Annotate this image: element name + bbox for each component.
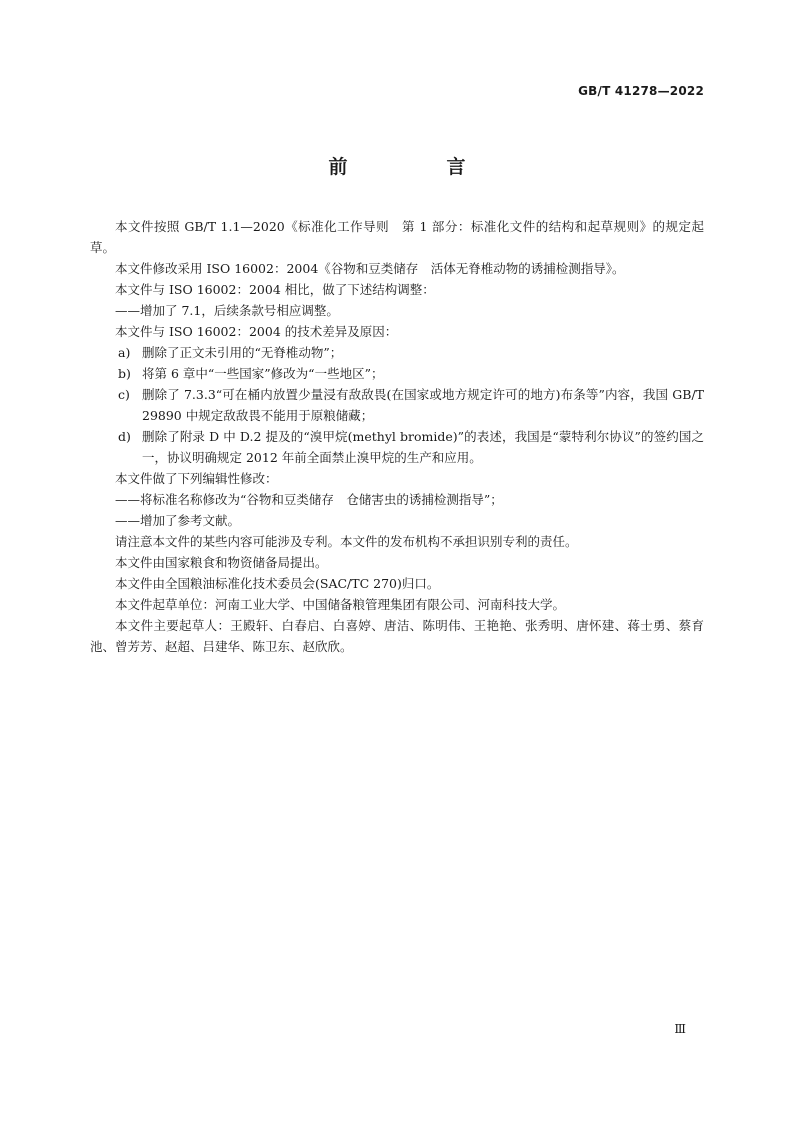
list-item-text: 删除了正文未引用的“无脊椎动物”； bbox=[142, 345, 343, 360]
paragraph-technical-committee: 本文件由全国粮油标准化技术委员会(SAC/TC 270)归口。 bbox=[115, 576, 440, 591]
list-item-text: 删除了 7.3.3“可在桶内放置少量浸有敌敌畏(在国家或地方规定许可的地方)布条等”内容，我国 GB/T 29890 中规定敌敌畏不能用于原粮储藏； bbox=[142, 387, 704, 423]
page-number: Ⅲ bbox=[674, 1022, 686, 1036]
paragraph-patent-notice: 请注意本文件的某些内容可能涉及专利。本文件的发布机构不承担识别专利的责任。 bbox=[115, 534, 578, 549]
list-item-text: 删除了附录 D 中 D.2 提及的“溴甲烷(methyl bromide)”的表述，我国是“蒙特利尔协议”的签约国之一，协议明确规定 2012 年前全面禁止溴甲烷的生产和应用。 bbox=[142, 429, 704, 465]
paragraph-adoption: 本文件修改采用 ISO 16002：2004《谷物和豆类储存 活体无脊椎动物的诱捕检测指导》。 bbox=[115, 261, 625, 276]
list-item bbox=[118, 363, 704, 384]
dash-item-bibliography: ——增加了参考文献。 bbox=[115, 513, 241, 528]
paragraph-proposed-by: 本文件由国家粮食和物资储备局提出。 bbox=[115, 555, 328, 570]
list-item bbox=[118, 426, 704, 468]
dash-item-added-clause: ——增加了 7.1，后续条款号相应调整。 bbox=[115, 303, 339, 318]
list-item bbox=[118, 342, 704, 363]
paragraph-structure-changes: 本文件与 ISO 16002：2004 相比，做了下述结构调整： bbox=[115, 282, 435, 297]
list-item-text: 将第 6 章中“一些国家”修改为“一些地区”； bbox=[142, 366, 384, 381]
page-title: 前 言 bbox=[328, 156, 506, 178]
list-marker: d) bbox=[118, 429, 131, 444]
paragraph-technical-differences: 本文件与 ISO 16002：2004 的技术差异及原因： bbox=[115, 324, 398, 339]
paragraph-drafting-rules: 本文件按照 GB/T 1.1—2020《标准化工作导则 第 1 部分：标准化文件的结构和起草规则》的规定起草。 bbox=[90, 219, 704, 255]
dash-item-title-change: ——将标准名称修改为“谷物和豆类储存 仓储害虫的诱捕检测指导”； bbox=[115, 492, 503, 507]
standard-number: GB/T 41278—2022 bbox=[578, 84, 704, 98]
paragraph-drafting-organizations: 本文件起草单位：河南工业大学、中国储备粮管理集团有限公司、河南科技大学。 bbox=[115, 597, 566, 612]
foreword-body bbox=[90, 216, 704, 657]
list-marker: c) bbox=[118, 387, 130, 402]
list-item bbox=[118, 384, 704, 426]
list-marker: a) bbox=[118, 345, 131, 360]
list-marker: b) bbox=[118, 366, 131, 381]
paragraph-editorial-changes: 本文件做了下列编辑性修改： bbox=[115, 471, 278, 486]
paragraph-drafters: 本文件主要起草人：王殿轩、白春启、白喜婷、唐洁、陈明伟、王艳艳、张秀明、唐怀建、蒋士勇、蔡育池、曾芳芳、赵超、吕建华、陈卫东、赵欣欣。 bbox=[90, 618, 704, 654]
